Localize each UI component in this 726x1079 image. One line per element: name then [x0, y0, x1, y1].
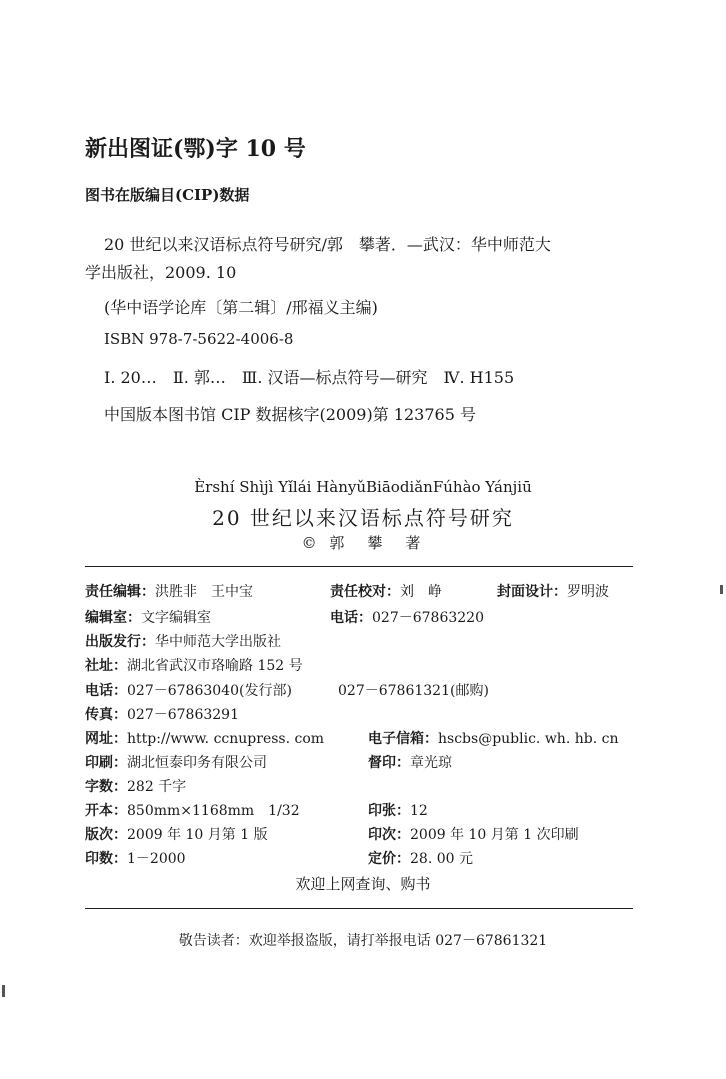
cip-line-1: 20 世纪以来汉语标点符号研究/郭 攀著．—武汉：华中师范大	[104, 235, 551, 254]
cip-line-2: 学出版社，2009. 10	[85, 263, 237, 282]
credit-fax	[85, 704, 239, 724]
credit-fax-value: 027－67863291	[127, 707, 239, 723]
credit-printer-value: 湖北恒泰印务有限公司	[127, 755, 267, 771]
credit-edition-value: 2009 年 10 月第 1 版	[127, 827, 268, 843]
cip-heading: 图书在版编目(CIP)数据	[85, 186, 250, 204]
credit-supervisor-value: 章光琼	[410, 755, 452, 771]
credit-address-value: 湖北省武汉市珞喻路 152 号	[127, 658, 303, 674]
title-pinyin: Èrshí Shìjì Yǐlái HànyǔBiāodiǎnFúhào Yánjiū	[194, 478, 532, 496]
credit-tel	[85, 680, 292, 700]
credit-publisher-label: 出版发行：	[85, 634, 155, 650]
scan-mark-right	[720, 585, 723, 594]
credit-website-label: 网址：	[85, 731, 127, 747]
credit-word-count-label: 字数：	[85, 779, 127, 795]
credit-office	[85, 607, 211, 627]
credit-email-label: 电子信箱：	[368, 731, 438, 747]
credit-website	[85, 728, 324, 748]
credit-printer-label: 印刷：	[85, 755, 127, 771]
credit-price-value: 28. 00 元	[410, 851, 473, 867]
credit-format-label: 开本：	[85, 803, 127, 819]
divider-top	[85, 566, 633, 567]
credit-tel-value: 027－67863040(发行部)	[127, 683, 292, 699]
credit-proofreader	[330, 581, 442, 601]
credit-office-tel-value: 027－67863220	[372, 610, 484, 626]
credit-cover-design-label: 封面设计：	[497, 584, 567, 600]
cip-series: (华中语学论库〔第二辑〕/邢福义主编)	[104, 298, 378, 317]
divider-bottom	[85, 908, 633, 909]
credit-sheets-label: 印张：	[368, 803, 410, 819]
credit-format	[85, 800, 300, 820]
credit-proofreader-label: 责任校对：	[330, 584, 400, 600]
credit-fax-label: 传真：	[85, 707, 127, 723]
credit-publisher	[85, 631, 281, 651]
credit-cover-design-value: 罗明波	[567, 584, 609, 600]
book-title: 20 世纪以来汉语标点符号研究	[212, 506, 514, 530]
credit-editor-value: 洪胜非 王中宝	[155, 584, 253, 600]
credit-supervisor-label: 督印：	[368, 755, 410, 771]
credit-email	[368, 728, 618, 748]
credit-tel-label: 电话：	[85, 683, 127, 699]
credit-impression-label: 印次：	[368, 827, 410, 843]
cip-core-number: 中国版本图书馆 CIP 数据核字(2009)第 123765 号	[104, 405, 476, 424]
credit-office-tel-label: 电话：	[330, 610, 372, 626]
credit-edition-label: 版次：	[85, 827, 127, 843]
publishing-permit: 新出图证(鄂)字 10 号	[85, 136, 306, 162]
credit-address-label: 社址：	[85, 658, 127, 674]
credit-supervisor	[368, 752, 452, 772]
credit-editor-label: 责任编辑：	[85, 584, 155, 600]
credit-office-value: 文字编辑室	[141, 610, 211, 626]
credit-format-value: 850mm×1168mm 1/32	[127, 803, 300, 819]
credit-copies-value: 1－2000	[127, 851, 186, 867]
credit-editor	[85, 581, 253, 601]
credit-copies	[85, 848, 186, 868]
credit-email-value: hscbs@public. wh. hb. cn	[438, 731, 619, 747]
credit-tel-mail-order: 027－67861321(邮购)	[338, 683, 489, 699]
author-line: © 郭 攀 著	[301, 534, 425, 552]
scan-mark-left	[2, 985, 5, 997]
credit-office-tel	[330, 607, 484, 627]
credit-price-label: 定价：	[368, 851, 410, 867]
credit-edition	[85, 824, 268, 844]
anti-piracy-notice: 敬告读者：欢迎举报盗版，请打举报电话 027－67861321	[178, 933, 548, 949]
credit-cover-design	[497, 581, 609, 601]
cip-isbn: ISBN 978-7-5622-4006-8	[104, 330, 294, 348]
credit-publisher-value: 华中师范大学出版社	[155, 634, 281, 650]
credit-impression	[368, 824, 579, 844]
credit-office-label: 编辑室：	[85, 610, 141, 626]
credit-price	[368, 848, 473, 868]
cip-classification: Ⅰ. 20… Ⅱ. 郭… Ⅲ. 汉语—标点符号—研究 Ⅳ. H155	[104, 368, 515, 387]
credit-printer	[85, 752, 267, 772]
credit-impression-value: 2009 年 10 月第 1 次印刷	[410, 827, 579, 843]
credit-sheets-value: 12	[410, 803, 428, 819]
credit-address	[85, 655, 303, 675]
welcome-line: 欢迎上网查询、购书	[295, 875, 431, 893]
credit-proofreader-value: 刘 峥	[400, 584, 442, 600]
credit-copies-label: 印数：	[85, 851, 127, 867]
credit-website-value: http://www. ccnupress. com	[127, 731, 325, 747]
credit-word-count	[85, 776, 186, 796]
credit-word-count-value: 282 千字	[127, 779, 187, 795]
credit-sheets	[368, 800, 428, 820]
